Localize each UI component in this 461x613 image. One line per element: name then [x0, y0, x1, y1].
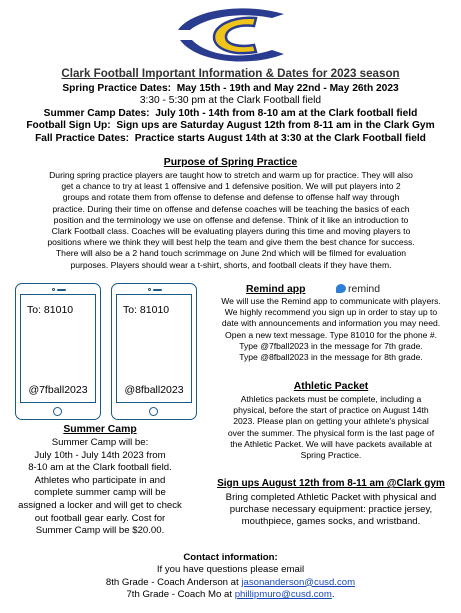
- important-dates: [0, 83, 461, 145]
- athletic-packet-title: Athletic Packet: [293, 381, 369, 392]
- phone-to-number: To: 81010: [123, 304, 170, 316]
- text-line: July 10th - July 14th 2023 from: [34, 449, 166, 461]
- signup-title: Sign ups August 12th from 8-11 am @Clark gym: [217, 478, 445, 489]
- date-row: [0, 133, 461, 145]
- text-line: Athletics packets must be complete, including a: [240, 394, 422, 404]
- date-label: Spring Practice Dates:: [62, 83, 172, 94]
- remind-title: Remind app: [246, 284, 306, 295]
- date-value: Practice starts August 14th at 3:30 at the Clark Football field: [134, 132, 426, 144]
- text-line: groups and rotate them from offense to defense and defense to offense half way through: [62, 192, 400, 203]
- text-line: 2023. Please plan on getting your athlete's physical: [233, 416, 429, 427]
- text-line: There will also be a 2 hand touch scrimmage on June 2nd which will be filmed for evaluation: [55, 248, 407, 259]
- contact-label: 7th Grade - Coach Mo at: [126, 588, 235, 600]
- text-line: over the summer. The physical form is the last page of: [227, 427, 435, 438]
- contact-intro: If you have questions please email: [156, 564, 305, 576]
- text-line: practice. During their time on offense and defense coaches will be teaching the basics of each: [52, 203, 410, 214]
- contact-suffix: .: [331, 588, 335, 600]
- contact-section: [0, 552, 461, 601]
- phone-home-button-icon: [53, 407, 62, 416]
- text-line: position and the terminology we use on offense and defense. Think of it like an introduction to: [53, 214, 409, 225]
- date-row: [0, 83, 461, 95]
- text-line: physical, before the start of practice on August 14th: [233, 405, 429, 416]
- email-link-anderson[interactable]: jasonanderson@cusd.com: [241, 576, 356, 588]
- text-line: get a chance to try at least 1 offensive and 1 defensive position. We will put players into 2: [61, 181, 401, 192]
- text-line: Type @7fball2023 in the message for 7th grade.: [239, 340, 423, 351]
- text-line: Type @8fball2023 in the message for 8th grade.: [239, 352, 423, 363]
- remind-text: [200, 296, 461, 363]
- phone-to-number: To: 81010: [27, 304, 74, 316]
- text-line: We will use the Remind app to communicate with players.: [221, 296, 441, 306]
- page-title: Clark Football Important Information & Dates for 2023 season: [61, 67, 400, 80]
- phone-camera-icon: [148, 288, 162, 292]
- date-label: Summer Camp Dates:: [43, 107, 150, 119]
- text-line: purchase necessary equipment: practice jersey,: [229, 504, 433, 516]
- remind-logo: [336, 283, 380, 295]
- phone-screen: [20, 294, 96, 403]
- text-line: positions where we think they will best help the team and give them the best chance for success.: [47, 237, 415, 248]
- clark-logo-icon: [172, 4, 288, 66]
- phone-graphic-8th: [111, 283, 197, 420]
- purpose-text: [8, 170, 454, 271]
- text-line: Athletes who participate in and: [34, 474, 166, 486]
- phone-graphic-7th: [15, 283, 101, 420]
- date-row: [0, 120, 461, 132]
- phone-camera-icon: [52, 288, 66, 292]
- remind-bubble-icon: [336, 284, 346, 293]
- contact-label: 8th Grade - Coach Anderson at: [105, 576, 242, 588]
- phone-screen: [116, 294, 192, 403]
- text-line: Bring completed Athletic Packet with physical and: [225, 492, 437, 503]
- summer-camp-title: Summer Camp: [63, 424, 137, 435]
- text-line: During spring practice players are taught how to stretch and warm up for practice. They will also: [49, 170, 413, 180]
- text-line: Spring Practice.: [300, 450, 362, 461]
- text-line: assigned a locker and will get to check: [18, 499, 182, 511]
- signup-text: [200, 492, 461, 529]
- text-line: out football gear early. Cost for: [34, 512, 166, 524]
- date-value: 3:30 - 5:30 pm at the Clark Football field: [139, 95, 322, 107]
- text-line: Open a new text message. Type 81010 for the phone #.: [225, 329, 437, 340]
- text-line: 8-10 am at the Clark football field.: [28, 462, 172, 474]
- text-line: complete summer camp will be: [34, 487, 166, 499]
- date-value: May 15th - 19th and May 22nd - May 26th 2023: [176, 83, 399, 94]
- date-value: July 10th - 14th from 8-10 am at the Clark football field: [155, 107, 418, 119]
- phone-home-button-icon: [149, 407, 158, 416]
- date-label: Fall Practice Dates:: [35, 132, 130, 144]
- date-value: Sign ups are Saturday August 12th from 8-11 am in the Clark Gym: [116, 120, 435, 132]
- date-row: [0, 95, 461, 107]
- text-line: the Athletic Packet. We will have packets available at: [230, 438, 432, 449]
- contact-row: [0, 589, 461, 601]
- text-line: date with announcements and information you may need.: [221, 318, 441, 329]
- summer-camp-text: [5, 437, 195, 538]
- text-line: We highly recommend you sign up in order to stay up to: [224, 307, 438, 318]
- text-line: mouthpiece, games socks, and wristband.: [241, 516, 421, 528]
- text-line: Summer Camp will be:: [51, 437, 149, 448]
- text-line: Clark Football class. Coaches will be evaluating players during this time and moving players to: [51, 226, 411, 237]
- purpose-title: Purpose of Spring Practice: [163, 157, 298, 168]
- text-line: purposes. Players should wear a t-shirt, shorts, and football cleats if they have them.: [70, 259, 392, 270]
- contact-title: Contact information:: [183, 552, 278, 563]
- phone-handle: @8fball2023: [124, 384, 184, 396]
- remind-logo-text: remind: [348, 283, 381, 295]
- athletic-packet-text: [200, 394, 461, 461]
- phone-handle: @7fball2023: [28, 384, 88, 396]
- contact-row: [0, 577, 461, 589]
- text-line: Summer Camp will be $20.00.: [35, 525, 165, 537]
- date-label: Football Sign Up:: [26, 120, 111, 132]
- date-row: [0, 108, 461, 120]
- email-link-muro[interactable]: phillipmuro@cusd.com: [234, 588, 332, 600]
